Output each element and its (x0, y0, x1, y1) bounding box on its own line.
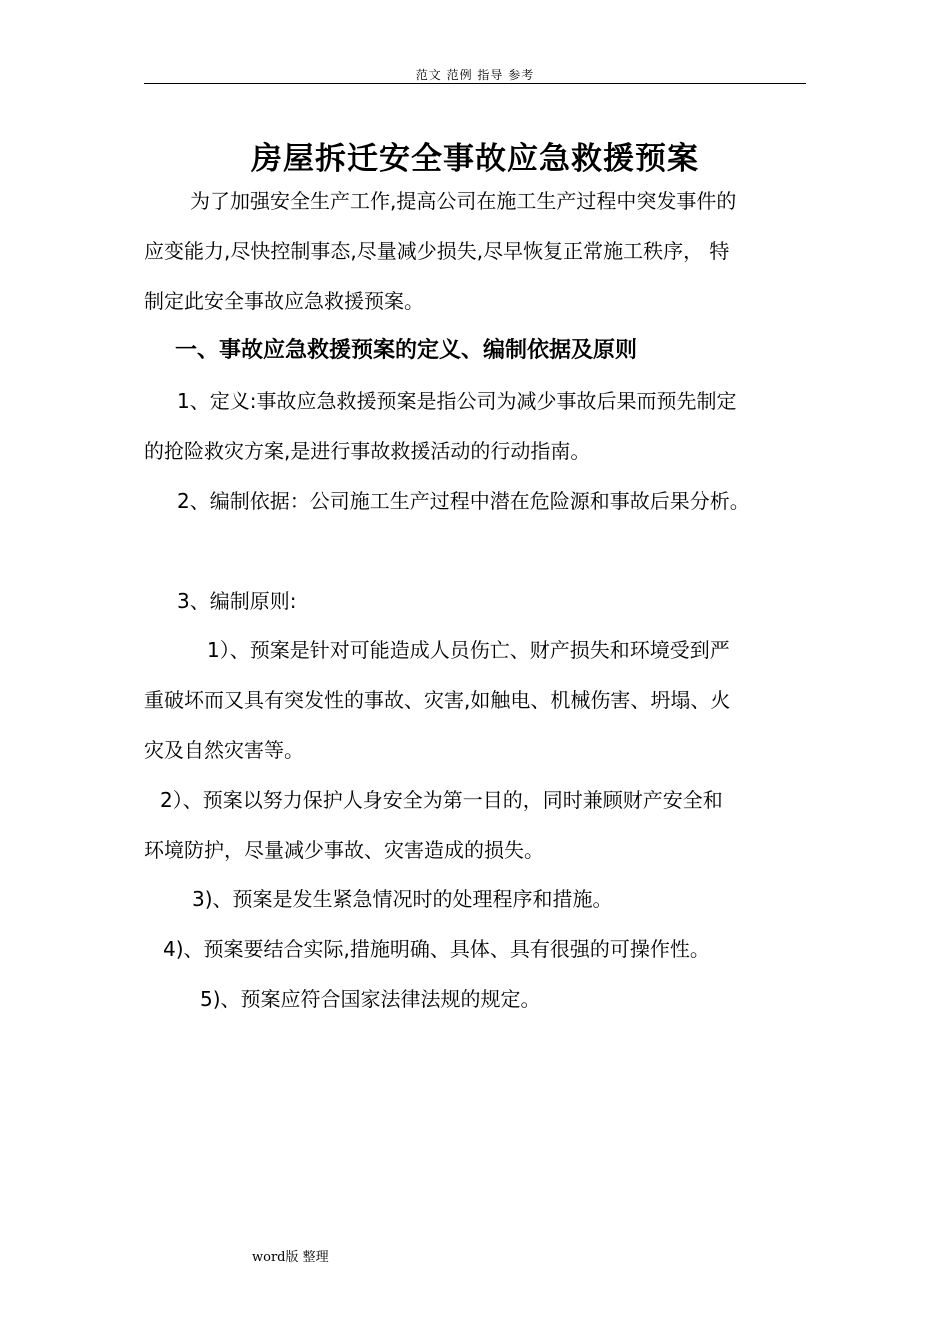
intro-line-3: 制定此安全事故应急救援预案。 (144, 289, 424, 313)
definition-line-1: 1、定义:事故应急救援预案是指公司为减少事故后果而预先制定 (177, 389, 737, 413)
intro-line-2: 应变能力,尽快控制事态,尽量减少损失,尽早恢复正常施工秩序， 特 (144, 239, 730, 263)
basis-line: 2、编制依据：公司施工生产过程中潜在危险源和事故后果分析。 (177, 489, 750, 513)
definition-line-2: 的抢险救灾方案,是进行事故救援活动的行动指南。 (144, 439, 591, 463)
intro-line-1: 为了加强安全生产工作,提高公司在施工生产过程中突发事件的 (190, 189, 737, 213)
page-footer: word版 整理 (252, 1250, 329, 1265)
principle-1-line-3: 灾及自然灾害等。 (144, 738, 304, 762)
principle-5: 5)、预案应符合国家法律法规的规定。 (200, 987, 541, 1011)
principle-2-line-2: 环境防护，尽量减少事故、灾害造成的损失。 (144, 838, 544, 862)
principle-3: 3)、预案是发生紧急情况时的处理程序和措施。 (192, 887, 613, 911)
section-1-heading: 一、事故应急救援预案的定义、编制依据及原则 (175, 338, 638, 363)
principle-1-line-2: 重破坏而又具有突发性的事故、灾害,如触电、机械伤害、坍塌、火 (144, 688, 731, 712)
header-divider (144, 83, 806, 84)
principle-4: 4)、预案要结合实际,措施明确、具体、具有很强的可操作性。 (163, 937, 710, 961)
principle-1-line-1: 1）、预案是针对可能造成人员伤亡、财产损失和环境受到严 (207, 638, 730, 662)
principle-2-line-1: 2）、预案以努力保护人身安全为第一目的，同时兼顾财产安全和 (160, 788, 723, 812)
document-title: 房屋拆迁安全事故应急救援预案 (251, 141, 699, 177)
principle-heading: 3、编制原则: (177, 589, 297, 613)
page-header: 范文 范例 指导 参考 (415, 68, 535, 82)
